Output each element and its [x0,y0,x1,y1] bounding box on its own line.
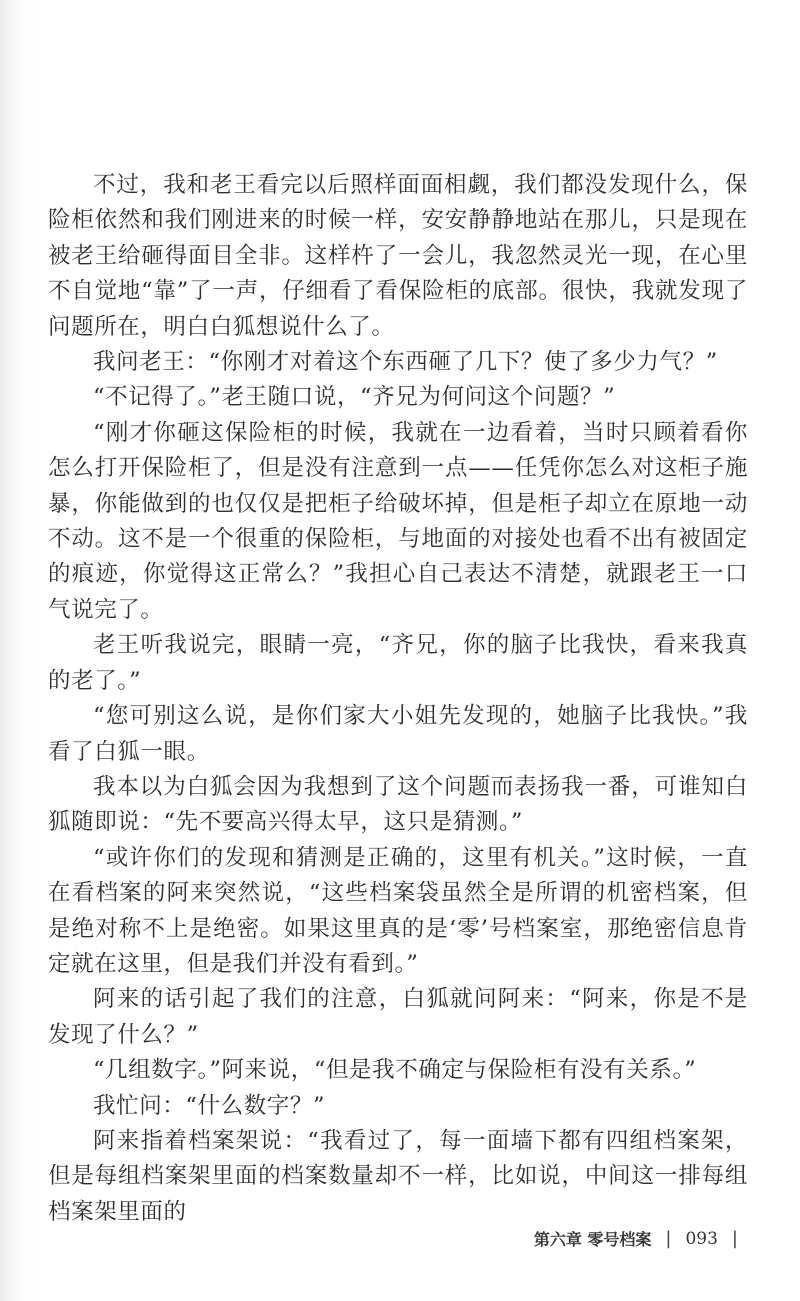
chapter-title: 第六章 零号档案 [533,1230,652,1249]
body-text [48,168,748,1230]
paragraph: 我忙问：“什么数字？” [93,1092,326,1119]
paragraph: “不记得了。”老王随口说，“齐兄为何问这个问题？” [93,384,616,411]
page-number: 093 [685,1228,718,1249]
separator-bar: | [665,1228,672,1249]
paragraph: 老王听我说完，眼睛一亮，“齐兄，你的脑子比我快，看来我真的老了。” [48,632,748,694]
paragraph: “几组数字。”阿来说，“但是我不确定与保险柜有没有关系。” [93,1057,697,1084]
paragraph: 不过，我和老王看完以后照样面面相觑，我们都没发现什么，保险柜依然和我们刚进来的时候一样，安安静静地站在那儿，只是现在被老王给砸得面目全非。这样杵了一会儿，我忽然灵光一现，在心里不自觉地“靠”了一声，仔细看了看保险柜的底部。很快，我就发现了问题所在，明白白狐想说什么了。 [48,172,748,340]
paragraph: “您可别这么说，是你们家大小姐先发现的，她脑子比我快。”我看了白狐一眼。 [48,703,748,765]
paragraph: “刚才你砸这保险柜的时候，我就在一边看着，当时只顾着看你怎么打开保险柜了，但是没有注意到一点——任凭你怎么对这柜子施暴，你能做到的也仅仅是把柜子给破坏掉，但是柜子却立在原地一动不动。这不是一个很重的保险柜，与地面的对接处也看不出有被固定的痕迹，你觉得这正常么？”我担心自己表达不清楚，就跟老王一口气说完了。 [48,419,748,623]
separator-bar: | [731,1228,738,1249]
paragraph: 阿来的话引起了我们的注意，白狐就问阿来：“阿来，你是不是发现了什么？” [48,986,748,1048]
paragraph: 阿来指着档案架说：“我看过了，每一面墙下都有四组档案架，但是每组档案架里面的档案数量却不一样，比如说，中间这一排每组档案架里面的 [48,1127,748,1225]
page-footer [534,1227,738,1250]
paragraph: 我问老王：“你刚才对着这个东西砸了几下？使了多少力气？” [93,349,718,376]
paragraph: 我本以为白狐会因为我想到了这个问题而表扬我一番，可谁知白狐随即说：“先不要高兴得太早，这只是猜测。” [48,773,748,836]
paragraph: “或许你们的发现和猜测是正确的，这里有机关。”这时候，一直在看档案的阿来突然说，“这些档案袋虽然全是所谓的机密档案，但是绝对称不上是绝密。如果这里真的是‘零’号档案室，那绝密信息肯定就在这里，但是我们并没有看到。” [48,844,748,977]
